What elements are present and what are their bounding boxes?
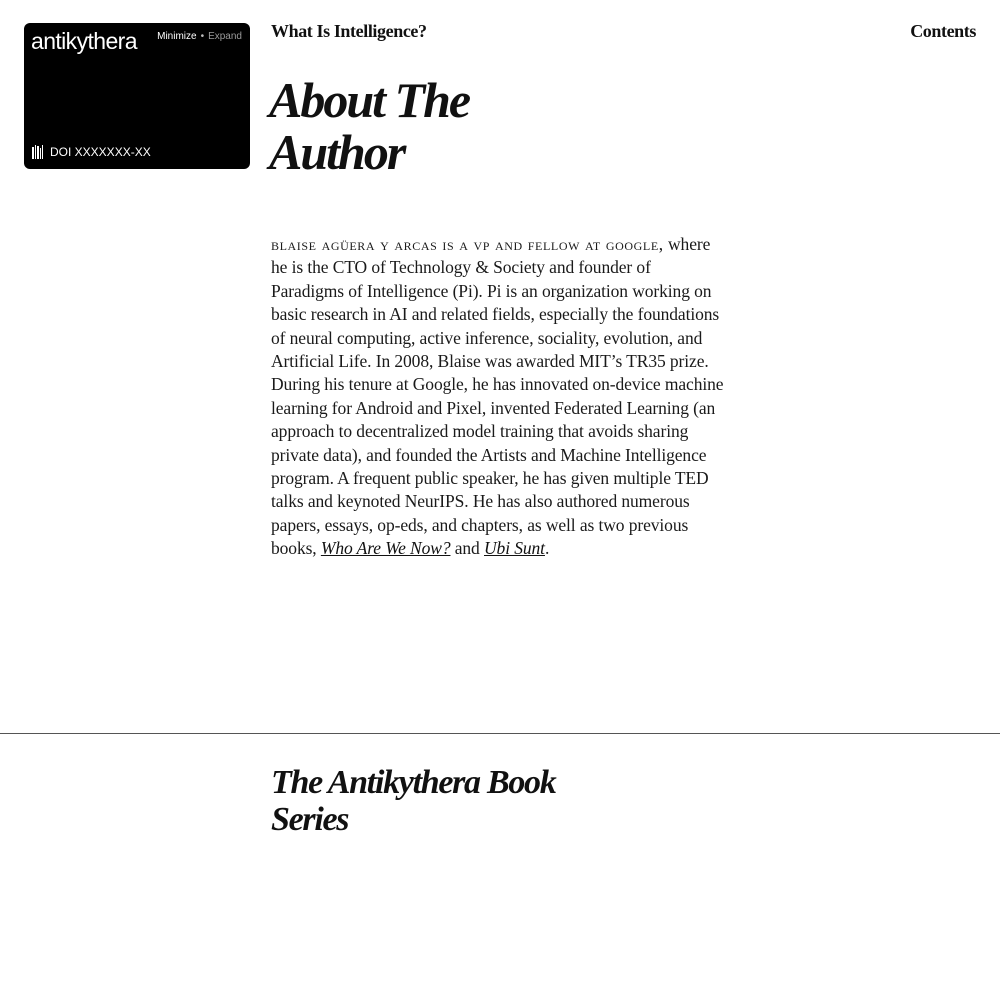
- brand-logo: antikythera: [31, 28, 137, 54]
- section-divider: [0, 733, 1000, 734]
- series-heading: The Antikythera Book Series: [271, 764, 556, 838]
- separator-dot: •: [200, 31, 205, 42]
- bio-lead: blaise agüera y arcas is a vp and fellow at google,: [271, 234, 664, 254]
- contents-link[interactable]: Contents: [910, 21, 976, 41]
- book-link-who-are-we-now[interactable]: Who Are We Now?: [320, 538, 451, 559]
- bio-and: and: [450, 538, 484, 559]
- doi-label: DOI XXXXXXX-XX: [50, 145, 151, 159]
- book-link-ubi-sunt[interactable]: Ubi Sunt: [484, 538, 545, 559]
- barcode-icon: [32, 145, 43, 159]
- book-title-link[interactable]: What Is Intelligence?: [271, 21, 427, 41]
- bio-end: .: [544, 538, 550, 559]
- publication-card: [24, 23, 250, 169]
- author-bio: [271, 233, 727, 561]
- minimize-button[interactable]: Minimize: [157, 31, 197, 42]
- page-heading: About The Author: [269, 72, 470, 180]
- expand-button[interactable]: Expand: [208, 31, 242, 42]
- card-controls: [157, 31, 242, 43]
- doi-row: [32, 145, 151, 159]
- bio-body: where he is the CTO of Technology & Society and founder of Paradigms of Intelligence (Pi). Pi is an organization working on basic research in AI and related fields, especially the foundations of neural computing, active inference, sociality, evolution, and Artificial Life. In 2008, Blaise was awarded MIT’s TR35 prize. During his tenure at Google, he has innovated on-device machine learning for Android and Pixel, invented Federated Learning (an approach to decentralized model training that avoids sharing private data), and founded the Artists and Machine Intelligence program. A frequent public speaker, he has given multiple TED talks and keynoted NeurIPS. He has also authored numerous papers, essays, op-eds, and chapters, as well as two previous books,: [271, 234, 724, 559]
